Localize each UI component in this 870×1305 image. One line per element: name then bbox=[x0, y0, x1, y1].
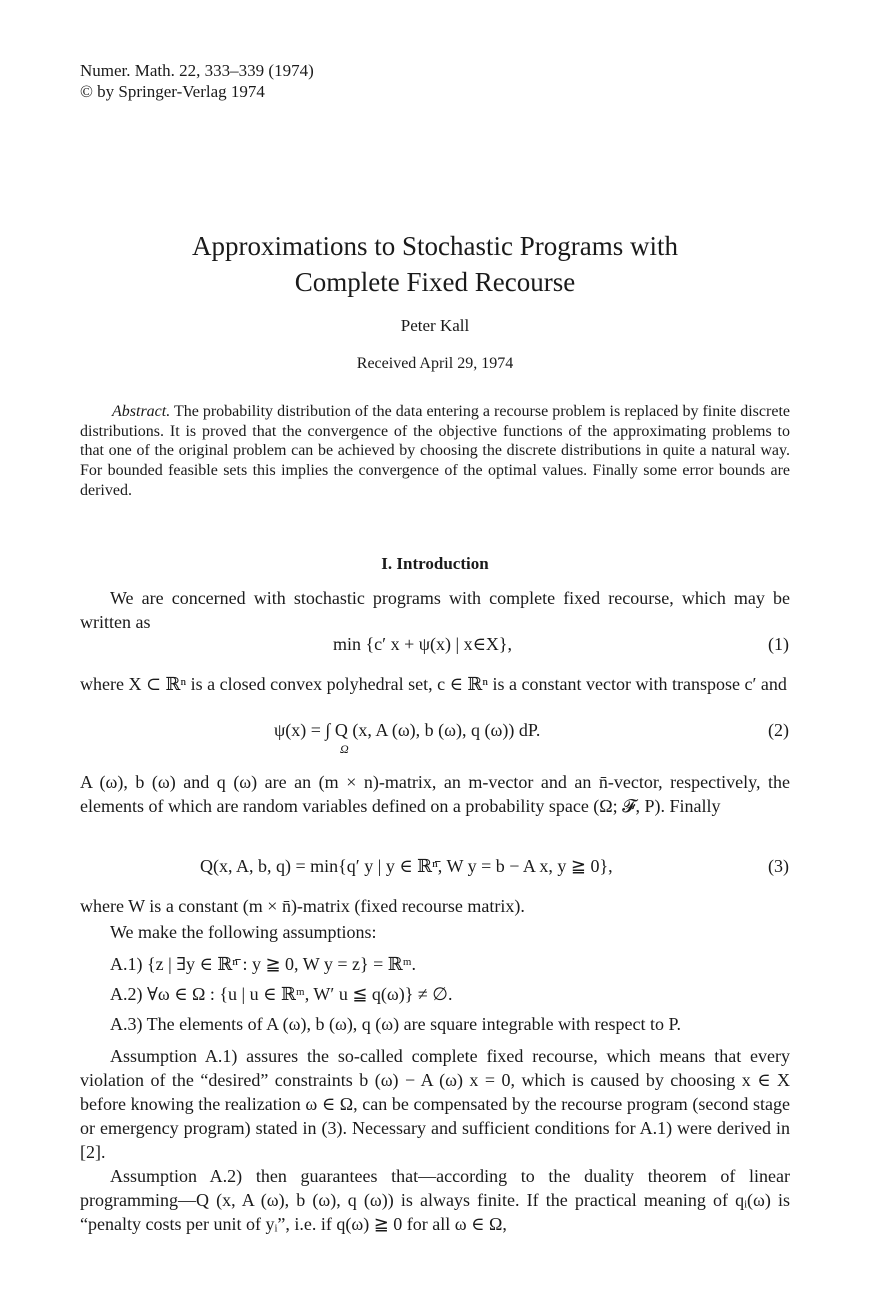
abstract-text: The probability distribution of the data entering a recourse problem is replaced by finite discrete distributions. It is proved that the convergence of the objective functions of the approximating problems to that one of the original problem can be achieved by choosing the discrete distributions in quite a natural way. For bounded feasible sets this implies the convergence of the optimal values. Finally some error bounds are derived. bbox=[80, 403, 790, 499]
paragraph-after-eq1: where X ⊂ ℝⁿ is a closed convex polyhedral set, c ∈ ℝⁿ is a constant vector with transpose c′ and bbox=[80, 674, 787, 694]
assumption-a2: A.2) ∀ω ∈ Ω : {u | u ∈ ℝᵐ, W′ u ≦ q(ω)} ≠ ∅. bbox=[110, 984, 453, 1004]
paper-title-line-1: Approximations to Stochastic Programs with bbox=[192, 231, 678, 261]
assumption-a1: A.1) {z | ∃y ∈ ℝⁿ̄ : y ≧ 0, W y = z} = ℝᵐ. bbox=[110, 954, 417, 974]
abstract bbox=[80, 402, 790, 501]
author-name: Peter Kall bbox=[400, 316, 470, 335]
paragraph-after-eq2: A (ω), b (ω) and q (ω) are an (m × n)-matrix, an m-vector and an n̄-vector, respectively, the elements of which are random variables defined on a probability space (Ω; 𝓕, P). Finally bbox=[80, 772, 790, 816]
equation-2-number: (2) bbox=[768, 720, 789, 740]
equation-3: Q(x, A, b, q) = min{q′ y | y ∈ ℝⁿ̄, W y = b − A x, y ≧ 0}, bbox=[200, 856, 613, 876]
intro-paragraph: We are concerned with stochastic programs with complete fixed recourse, which may be written as bbox=[80, 588, 790, 632]
assumption-a3: A.3) The elements of A (ω), b (ω), q (ω) are square integrable with respect to P. bbox=[110, 1014, 682, 1034]
paragraph-after-eq3: where W is a constant (m × n̄)-matrix (fixed recourse matrix). bbox=[80, 896, 525, 916]
assumptions-intro: We make the following assumptions: bbox=[110, 922, 377, 942]
received-date: Received April 29, 1974 bbox=[356, 355, 514, 372]
paper-title-line-2: Complete Fixed Recourse bbox=[294, 267, 576, 297]
equation-3-number: (3) bbox=[768, 856, 789, 876]
equation-2: ψ(x) = ∫ Q (x, A (ω), b (ω), q (ω)) dP. bbox=[274, 720, 541, 740]
abstract-label: Abstract. bbox=[112, 403, 171, 420]
integral-domain-label: Ω bbox=[340, 742, 349, 756]
paragraph-assumption-a1: Assumption A.1) assures the so-called complete fixed recourse, which means that every violation of the “desired” constraints b (ω) − A (ω) x = 0, which is caused by choosing x ∈ X before knowing the realization ω ∈ Ω, can be compensated by the recourse program (second stage or emergency program) stated in (3). Necessary and sufficient conditions for A.1) were derived in [2]. bbox=[80, 1046, 790, 1162]
journal-citation: Numer. Math. 22, 333–339 (1974) bbox=[80, 61, 314, 80]
paragraph-assumption-a2: Assumption A.2) then guarantees that—according to the duality theorem of linear programming—Q (x, A (ω), b (ω), q (ω)) is always finite. If the practical meaning of qᵢ(ω) is “penalty costs per unit of yᵢ”, i.e. if q(ω) ≧ 0 for all ω ∈ Ω, bbox=[80, 1166, 790, 1234]
equation-1: min {c′ x + ψ(x) | x∈X}, bbox=[333, 634, 513, 654]
section-heading: I. Introduction bbox=[381, 554, 489, 573]
copyright-line: © by Springer-Verlag 1974 bbox=[80, 82, 265, 101]
equation-1-number: (1) bbox=[768, 634, 789, 654]
